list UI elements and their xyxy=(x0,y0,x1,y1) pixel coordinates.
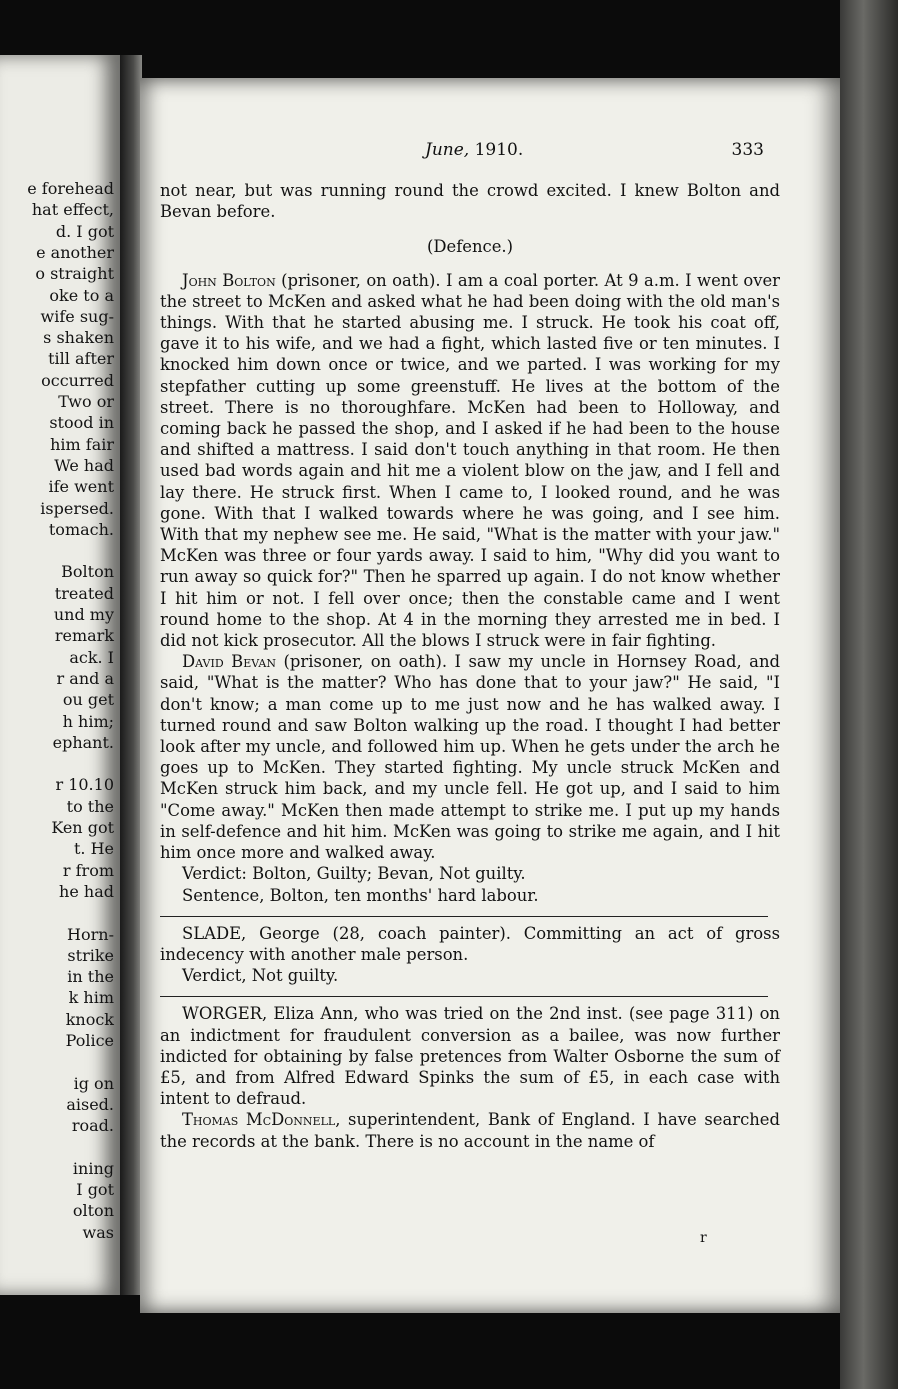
left-page-fragment: ife went xyxy=(48,477,114,497)
witness-name: John Bolton xyxy=(182,270,276,290)
left-page-fragment: d. I got xyxy=(55,221,114,241)
left-page-fragment: Horn- xyxy=(67,924,114,944)
testimony-mcdonnell xyxy=(160,1109,780,1151)
left-page-fragment: ack. I xyxy=(69,647,114,667)
left-page-fragment: him fair xyxy=(50,434,114,454)
left-page-fragment: r and a xyxy=(56,668,114,688)
left-page-fragment: ig on xyxy=(73,1073,114,1093)
left-page-fragment: was xyxy=(82,1222,114,1242)
section-heading-defence: (Defence.) xyxy=(426,237,514,257)
left-page-fragment: h him; xyxy=(62,711,114,731)
left-page-fragment: in the xyxy=(67,967,114,987)
left-page-fragment: remark xyxy=(54,626,114,646)
left-page-fragment: aised. xyxy=(66,1094,114,1114)
paragraph-continuation: not near, but was running round the crowd excited. I knew Bolton and Bevan before. xyxy=(160,181,780,222)
left-page-fragment: ephant. xyxy=(52,732,114,752)
left-page-fragment: e forehead xyxy=(27,179,114,198)
testimony-text: , superintendent, Bank of England. I have searched the records at the bank. There is no account in the name of xyxy=(160,1110,780,1151)
left-page-fragment: till after xyxy=(48,349,114,369)
left-page-fragment: Two or xyxy=(58,392,114,411)
left-page-fragment: wife sug- xyxy=(40,306,114,326)
witness-name: Thomas McDonnell xyxy=(182,1110,336,1130)
case-worger: WORGER, Eliza Ann, who was tried on the 2nd inst. (see page 311) on an indictment for fraudulent conversion as a bailee, was now further indicted for obtaining by false pretences from Walter Osborne the sum of £5, and from Alfred Edward Spinks the sum of £5, in each case with intent to defraud. xyxy=(160,1004,780,1109)
running-header xyxy=(150,140,770,164)
left-facing-page xyxy=(0,55,120,1295)
case-divider xyxy=(160,996,768,997)
left-page-fragment: Police xyxy=(65,1031,114,1050)
header-date xyxy=(425,140,523,160)
left-page-fragment: r from xyxy=(62,860,114,880)
left-page-fragment: r 10.10 xyxy=(55,775,114,795)
witness-name: David Bevan xyxy=(182,652,276,672)
testimony-bevan xyxy=(160,651,780,863)
page-body xyxy=(160,180,780,1152)
left-page-fragment: Bolton xyxy=(61,562,114,582)
left-page-fragment: I got xyxy=(76,1180,114,1200)
left-page-fragment: olton xyxy=(72,1201,114,1221)
left-page-fragment: t. He xyxy=(73,839,114,859)
left-page-fragment: oke to a xyxy=(49,285,114,305)
left-page-fragment: ou get xyxy=(62,690,114,710)
left-page-fragment: ispersed. xyxy=(40,498,114,518)
testimony-bolton xyxy=(160,270,780,652)
left-page-fragment: und my xyxy=(53,605,114,624)
left-page-fragment: tomach. xyxy=(48,519,114,539)
left-page-fragment: occurred xyxy=(41,370,114,390)
left-page-fragment: knock xyxy=(65,1009,114,1029)
header-month: June, xyxy=(425,140,470,160)
left-page-fragment: We had xyxy=(54,455,114,475)
page-number: 333 xyxy=(731,140,764,160)
left-page-fragment: Ken got xyxy=(51,818,114,837)
book-gutter xyxy=(120,55,142,1295)
left-page-fragment: road. xyxy=(71,1116,114,1136)
left-page-fragment: k him xyxy=(68,988,114,1008)
left-page-fragment: to the xyxy=(66,796,114,816)
testimony-text: (prisoner, on oath). I saw my uncle in Hornsey Road, and said, "What is the matter? Who has done that to your jaw?" He said, "I don't know; a man come up to me just now and he has walked away. I turned round and saw Bolton walking up the road. I thought I had better look after my uncle, and followed him up. When he gets under the arch he goes up to McKen. They started fighting. My uncle struck McKen and McKen struck him back, and my uncle fell. He got up, and I said to him "Come away." McKen then made attempt to strike me. I put up my hands in self-defence and hit him. McKen was going to strike me again, and I hit him once more and walked away. xyxy=(160,652,780,863)
catchword-mark: r xyxy=(700,1230,707,1246)
left-page-fragment: treated xyxy=(54,583,114,603)
left-page-fragment: ining xyxy=(72,1158,114,1178)
case-slade: SLADE, George (28, coach painter). Committing an act of gross indecency with another male person. xyxy=(160,923,780,964)
left-page-fragment: he had xyxy=(59,881,114,901)
sentence-line: Sentence, Bolton, ten months' hard labour. xyxy=(182,885,539,905)
header-year: 1910. xyxy=(474,140,524,160)
case-divider xyxy=(160,916,768,917)
testimony-text: (prisoner, on oath). I am a coal porter. At 9 a.m. I went over the street to McKen and asked what he had been doing with the old man's things. With that he started abusing me. I struck. He took his coat off, gave it to his wife, and we had a fight, which lasted five or ten minutes. I knocked him down once or twice, and we parted. I was working for my stepfather cutting up some greenstuff. He lives at the bottom of the street. There is no thoroughfare. McKen had been to Holloway, and coming back he passed the shop, and I asked if he had been to the house and shifted a mattress. I said don't touch anything in that room. He then used bad words again and hit me a violent blow on the jaw, and I fell and lay there. He struck first. When I came to, I looked round, and he was gone. With that I walked towards where he was going, and I see him. With that my nephew see me. He said, "What is the matter with your jaw." McKen was three or four yards away. I said to him, "Why did you want to run away so quick for?" Then he sparred up again. I do not know whether I hit him or not. I fell over once; then the constable came and I went round home to the shop. At 4 in the morning they arrested me in bed. I did not kick prosecutor. All the blows I struck were in fair fighting. xyxy=(160,270,781,651)
left-page-fragment: o straight xyxy=(35,264,114,284)
left-page-fragment: stood in xyxy=(49,413,114,433)
left-page-fragment: hat effect, xyxy=(31,200,114,220)
left-page-fragment: s shaken xyxy=(43,328,114,348)
left-page-fragment: e another xyxy=(36,242,114,262)
left-page-fragment: strike xyxy=(67,945,114,965)
verdict-line: Verdict, Not guilty. xyxy=(182,966,339,986)
page-edge-shadow xyxy=(840,0,898,1389)
verdict-line: Verdict: Bolton, Guilty; Bevan, Not guilty. xyxy=(182,864,526,884)
